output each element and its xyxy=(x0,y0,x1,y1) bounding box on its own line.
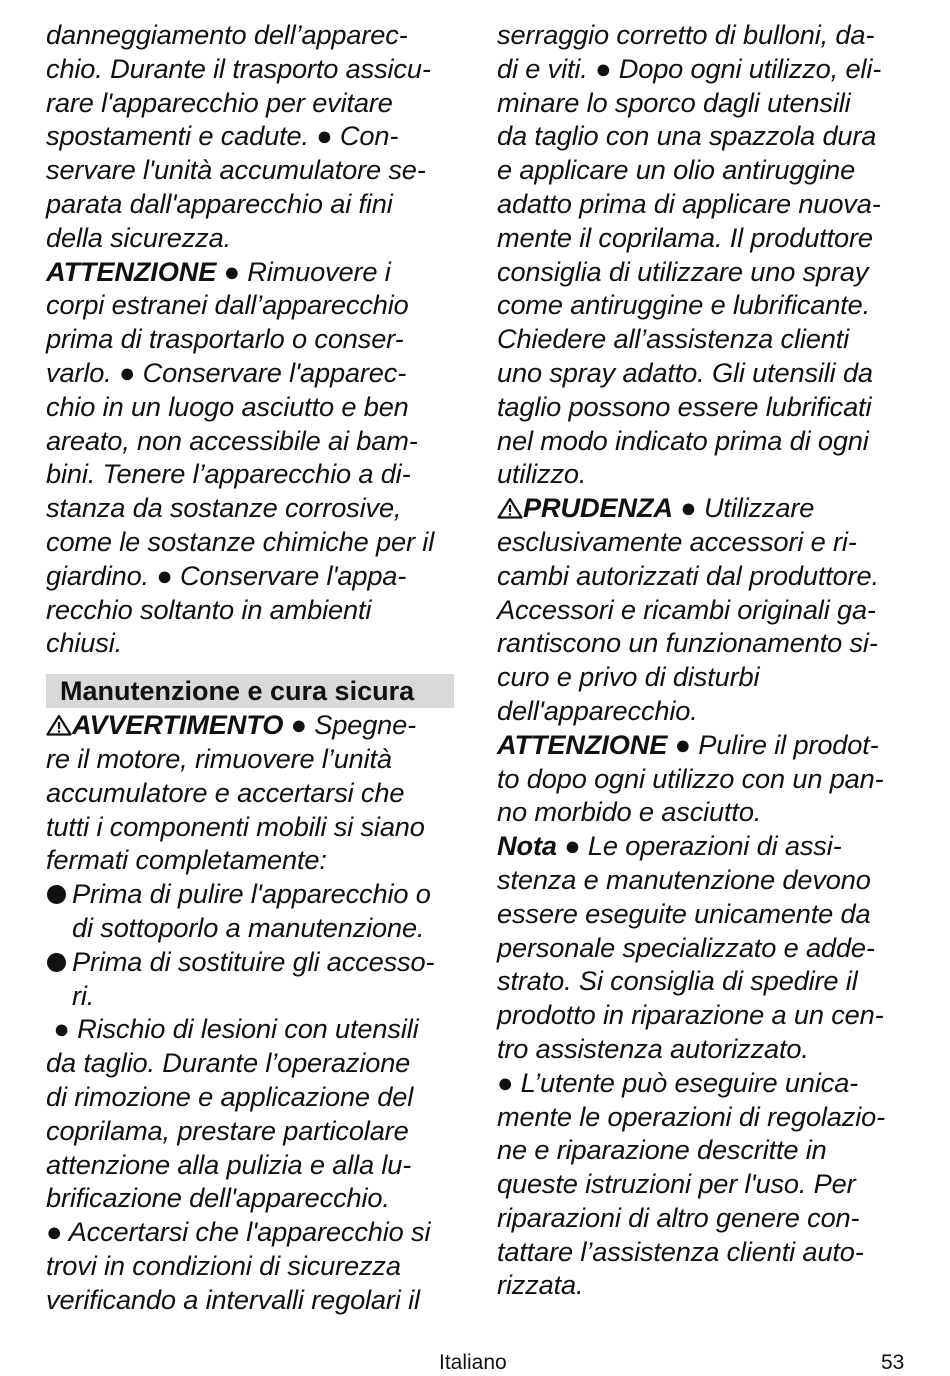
text-line: parata dall'apparecchio ai fini xyxy=(46,187,393,219)
text-line: areato, non accessibile ai bam- xyxy=(46,424,418,456)
text-line: cambi autorizzati dal produttore. xyxy=(497,559,879,591)
text-line: to dopo ogni utilizzo con un pan- xyxy=(497,762,884,794)
avvertimento-label: AVVERTIMENTO xyxy=(72,709,284,741)
text-line: consiglia di utilizzare uno spray xyxy=(497,255,869,287)
text-line: mente il coprilama. Il produttore xyxy=(497,221,873,253)
text-line: spostamenti e cadute. ● Con- xyxy=(46,120,399,152)
text-line: prodotto in riparazione a un cen- xyxy=(497,999,884,1031)
text-line: curo e privo di disturbi xyxy=(497,661,760,693)
text-line: accumulatore e accertarsi che xyxy=(46,776,405,808)
filled-circle-bullet-icon xyxy=(47,885,66,904)
text-line: bini. Tenere l’apparecchio a di- xyxy=(46,458,411,490)
text-line: serraggio corretto di bulloni, da- xyxy=(497,19,875,50)
text-line: della sicurezza. xyxy=(46,221,231,253)
text-line: verificando a intervalli regolari il xyxy=(46,1283,420,1315)
text-line: ● Rischio di lesioni con utensili xyxy=(46,1013,419,1045)
text-line: adatto prima di applicare nuova- xyxy=(497,187,881,219)
text-line: tro assistenza autorizzato. xyxy=(497,1032,809,1064)
text-line: trovi in condizioni di sicurezza xyxy=(46,1249,401,1281)
text-line: servare l'unità accumulatore se- xyxy=(46,154,426,186)
text-line: ● Accertarsi che l'apparecchio si xyxy=(46,1216,431,1248)
text-line: taglio possono essere lubrificati xyxy=(497,390,872,422)
text-line: di e viti. ● Dopo ogni utilizzo, eli- xyxy=(497,52,882,84)
text-line: personale specializzato e adde- xyxy=(497,931,875,963)
text-line: danneggiamento dell’apparec- xyxy=(46,19,408,50)
warning-triangle-icon xyxy=(497,497,523,519)
nota-label: Nota xyxy=(497,830,557,862)
text-line: giardino. ● Conservare l'appa- xyxy=(46,559,407,591)
text-line xyxy=(497,829,915,863)
right-paragraph-1 xyxy=(497,18,915,491)
warning-triangle-icon xyxy=(46,714,72,736)
text-line: rare l'apparecchio per evitare xyxy=(46,86,393,118)
text-line: di rimozione e applicazione del xyxy=(46,1080,414,1112)
text-line: prima di trasportarlo o conser- xyxy=(46,323,404,355)
text-line: riparazioni di altro genere con- xyxy=(497,1201,860,1233)
text-line xyxy=(497,728,915,762)
left-paragraph-4 xyxy=(46,1012,464,1316)
text-line: stenza e manutenzione devono xyxy=(497,863,871,895)
text-line: attenzione alla pulizia e alla lu- xyxy=(46,1148,412,1180)
text-line: rizzata. xyxy=(497,1269,584,1301)
prudenza-first-text: ● Utilizzare xyxy=(672,492,815,524)
text-line: Chiedere all’assistenza clienti xyxy=(497,323,849,355)
text-line: Accessori e ricambi originali ga- xyxy=(497,593,876,625)
text-line xyxy=(497,491,915,525)
text-line: Prima di sostituire gli accesso- xyxy=(72,945,435,977)
attenzione-label: ATTENZIONE xyxy=(46,255,217,287)
text-line: minare lo sporco dagli utensili xyxy=(497,86,851,118)
text-line: mente le operazioni di regolazio- xyxy=(497,1100,885,1132)
avvertimento-first-text: ● Spegne- xyxy=(283,709,417,741)
text-line: stanza da sostanze corrosive, xyxy=(46,492,402,524)
avvertimento-paragraph xyxy=(46,708,464,877)
text-line: ne e riparazione descritte in xyxy=(497,1134,827,1166)
text-line: dell'apparecchio. xyxy=(497,694,698,726)
text-line: queste istruzioni per l'uso. Per xyxy=(497,1168,856,1200)
left-column xyxy=(46,18,464,1316)
bullet-item xyxy=(46,877,464,945)
text-line: varlo. ● Conservare l'apparec- xyxy=(46,356,407,388)
attenzione-first-text: ● Pulire il prodot- xyxy=(667,728,879,760)
bullet-item xyxy=(46,945,464,1013)
left-attenzione-paragraph xyxy=(46,255,464,661)
nota-first-text: ● Le operazioni di assi- xyxy=(556,830,842,862)
text-line xyxy=(46,255,464,289)
text-line: fermati completamente: xyxy=(46,844,327,876)
text-line: chiusi. xyxy=(46,627,123,659)
text-line: recchio soltanto in ambienti xyxy=(46,593,372,625)
left-paragraph-1 xyxy=(46,18,464,255)
text-line: come le sostanze chimiche per il xyxy=(46,525,435,557)
section-heading: Manutenzione e cura sicura xyxy=(46,674,454,708)
text-line: di sottoporlo a manutenzione. xyxy=(72,911,425,943)
text-line: da taglio con una spazzola dura xyxy=(497,120,877,152)
attenzione-first-text: ● Rimuovere i xyxy=(216,255,391,287)
text-line: re il motore, rimuovere l’unità xyxy=(46,742,392,774)
text-line: e applicare un olio antiruggine xyxy=(497,154,856,186)
text-line: esclusivamente accessori e ri- xyxy=(497,525,857,557)
nota-paragraph xyxy=(497,829,915,1302)
text-line: da taglio. Durante l’operazione xyxy=(46,1047,411,1079)
right-column xyxy=(497,18,915,1302)
right-attenzione-paragraph xyxy=(497,728,915,829)
attenzione-label: ATTENZIONE xyxy=(497,728,668,760)
text-line: chio in un luogo asciutto e ben xyxy=(46,390,409,422)
text-line: essere eseguite unicamente da xyxy=(497,897,871,929)
footer-language: Italiano xyxy=(439,1351,507,1374)
text-line: nel modo indicato prima di ogni xyxy=(497,424,869,456)
text-line: uno spray adatto. Gli utensili da xyxy=(497,356,873,388)
text-line: rantiscono un funzionamento si- xyxy=(497,627,878,659)
text-line xyxy=(46,708,464,742)
text-line: utilizzo. xyxy=(497,458,587,490)
text-line: ● L’utente può eseguire unica- xyxy=(497,1066,859,1098)
text-line: brificazione dell'apparecchio. xyxy=(46,1182,390,1214)
prudenza-label: PRUDENZA xyxy=(523,492,673,524)
page-number: 53 xyxy=(881,1351,905,1374)
text-line: tattare l’assistenza clienti auto- xyxy=(497,1235,864,1267)
text-line: no morbido e asciutto. xyxy=(497,796,762,828)
text-line: come antiruggine e lubrificante. xyxy=(497,289,871,321)
text-line: corpi estranei dall’apparecchio xyxy=(46,289,409,321)
prudenza-paragraph xyxy=(497,491,915,728)
text-line: coprilama, prestare particolare xyxy=(46,1114,409,1146)
text-line: Prima di pulire l'apparecchio o xyxy=(72,878,431,910)
filled-circle-bullet-icon xyxy=(47,953,66,972)
text-line: chio. Durante il trasporto assicu- xyxy=(46,52,431,84)
text-line: strato. Si consiglia di spedire il xyxy=(497,965,858,997)
text-line: tutti i componenti mobili si siano xyxy=(46,810,425,842)
text-line: ri. xyxy=(72,979,95,1011)
